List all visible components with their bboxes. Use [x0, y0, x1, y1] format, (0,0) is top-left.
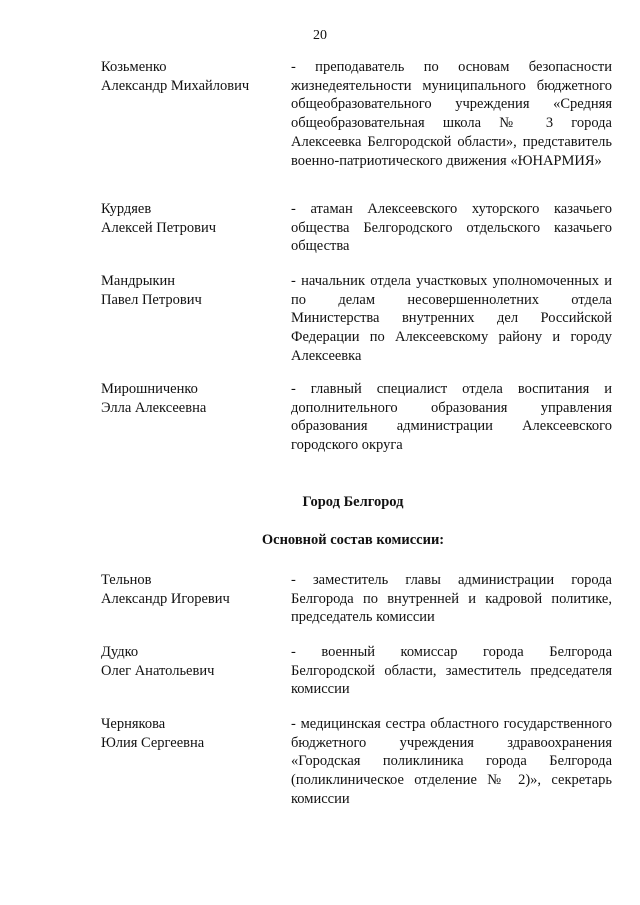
member-position: - военный комиссар города Белгорода Белгородской области, заместитель председателя комиссии	[291, 644, 612, 698]
member-given-names: Павел Петрович	[101, 291, 202, 308]
page-number: 20	[313, 28, 327, 43]
member-position: - атаман Алексеевского хуторского казачьего общества Белгородского отдельского казачьего общества	[291, 201, 612, 255]
member-given-names: Юлия Сергеевна	[101, 734, 205, 751]
member-surname: Мандрыкин	[101, 273, 176, 289]
member-given-names: Александр Михайлович	[101, 77, 250, 94]
member-surname: Тельнов	[101, 572, 152, 588]
subsection-title: Основной состав комиссии:	[261, 532, 445, 548]
member-surname: Курдяев	[101, 201, 152, 217]
member-name	[101, 58, 281, 95]
member-surname: Дудко	[101, 644, 139, 660]
member-position: - начальник отдела участковых уполномоченных и по делам несовершеннолетних отдела Министерства внутренних дел Российской Федерации по Алексеевскому району и городу Алексеевка	[291, 273, 612, 364]
member-name	[101, 380, 281, 417]
member-position: - главный специалист отдела воспитания и дополнительного образования управления образования администрации Алексеевского городского округа	[291, 381, 612, 454]
member-name	[101, 715, 281, 752]
member-position: - преподаватель по основам безопасности жизнедеятельности муниципального бюджетного общеобразовательного учреждения «Средняя общеобразовательная школа № 3 города Алексеевка Белгородской области», представитель военно-патриотического движения «ЮНАРМИЯ»	[291, 59, 612, 169]
member-name	[101, 643, 281, 680]
member-surname: Мирошниченко	[101, 381, 198, 397]
member-position: - заместитель главы администрации города Белгорода по внутренней и кадровой политике, председатель комиссии	[291, 572, 612, 626]
member-given-names: Олег Анатольевич	[101, 662, 215, 679]
member-given-names: Александр Игоревич	[101, 590, 230, 607]
member-given-names: Элла Алексеевна	[101, 399, 207, 416]
member-name	[101, 200, 281, 237]
section-title: Город Белгород	[302, 494, 404, 510]
member-name	[101, 272, 281, 309]
member-surname: Чернякова	[101, 716, 166, 732]
member-name	[101, 571, 281, 608]
member-position: - медицинская сестра областного государственного бюджетного учреждения здравоохранения «Городская поликлиника города Белгорода (поликлиническое отделение № 2)», секретарь комиссии	[291, 716, 612, 807]
member-surname: Козьменко	[101, 59, 167, 75]
member-given-names: Алексей Петрович	[101, 219, 217, 236]
